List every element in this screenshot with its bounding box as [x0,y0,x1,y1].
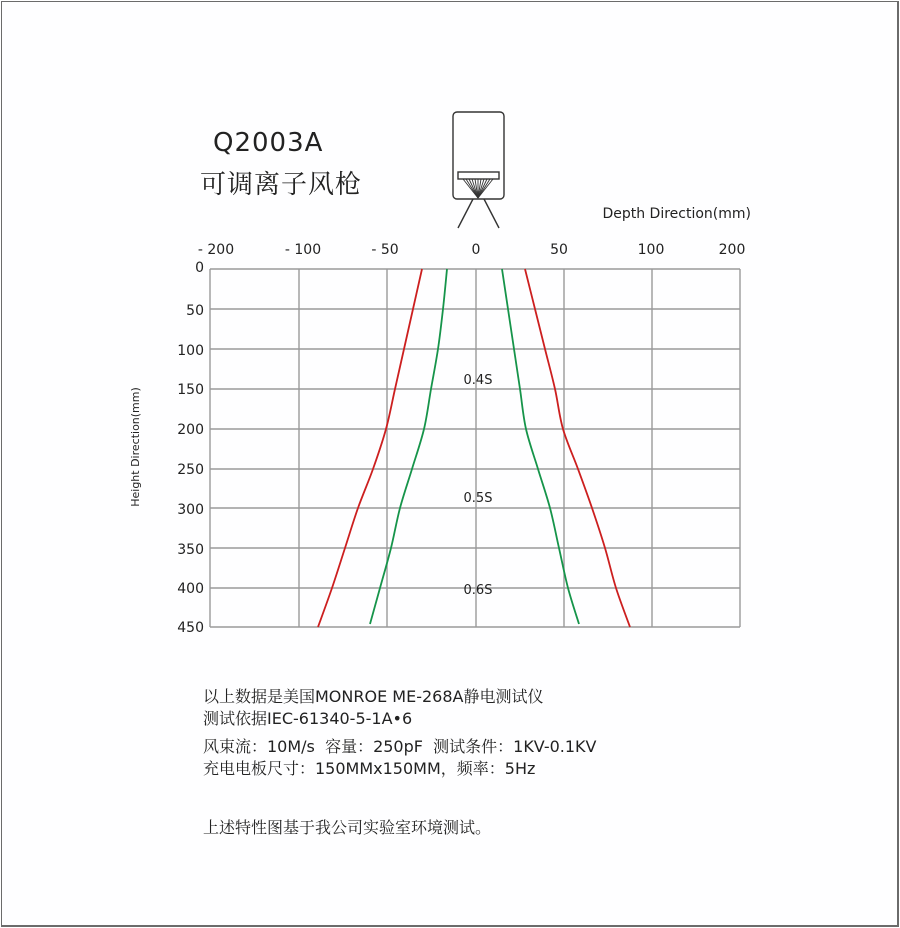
footnote: 上述特性图基于我公司实验室环境测试。 [203,818,492,837]
model-number: Q2003A [213,128,324,158]
time-annotations [464,373,493,598]
svg-text:- 50: - 50 [371,242,399,258]
svg-text:50: 50 [550,242,568,258]
outer-curve-left [318,269,422,627]
svg-text:100: 100 [177,343,204,359]
note-line-3: 风束流：10M/s 容量：250pF 测试条件：1KV-0.1KV [203,737,597,756]
outer-curve-right [525,269,630,627]
annotation-0-6s: 0.6S [463,583,493,598]
chart-curves [318,269,630,627]
x-tick-labels [198,242,745,258]
chart-grid [210,269,740,627]
svg-text:200: 200 [718,242,746,258]
svg-text:0: 0 [471,242,481,258]
svg-text:300: 300 [177,502,204,518]
svg-text:- 100: - 100 [284,242,322,258]
inner-curve-right [502,269,579,624]
y-tick-labels [177,260,204,636]
annotation-0-4s: 0.4S [463,373,493,388]
note-line-2: 测试依据IEC-61340-5-1A•6 [203,709,413,728]
svg-text:- 200: - 200 [197,242,235,258]
annotation-0-5s: 0.5S [463,491,493,506]
svg-text:400: 400 [177,581,204,597]
y-axis-title: Height Direction(mm) [129,387,142,507]
svg-text:50: 50 [186,303,204,319]
svg-text:450: 450 [177,620,204,636]
x-axis-title: Depth Direction(mm) [602,206,751,222]
product-name: 可调离子风枪 [200,170,363,200]
svg-text:200: 200 [177,422,204,438]
svg-text:350: 350 [177,542,204,558]
svg-text:100: 100 [637,242,665,258]
test-notes [203,686,596,780]
note-line-1: 以上数据是美国MONROE ME-268A静电测试仪 [203,687,544,706]
svg-text:0: 0 [195,260,204,276]
note-line-4: 充电电板尺寸：150MMx150MM，频率：5Hz [203,759,536,778]
svg-text:250: 250 [177,462,204,478]
svg-text:150: 150 [177,382,204,398]
ion-air-gun-nozzle-icon [453,112,504,228]
